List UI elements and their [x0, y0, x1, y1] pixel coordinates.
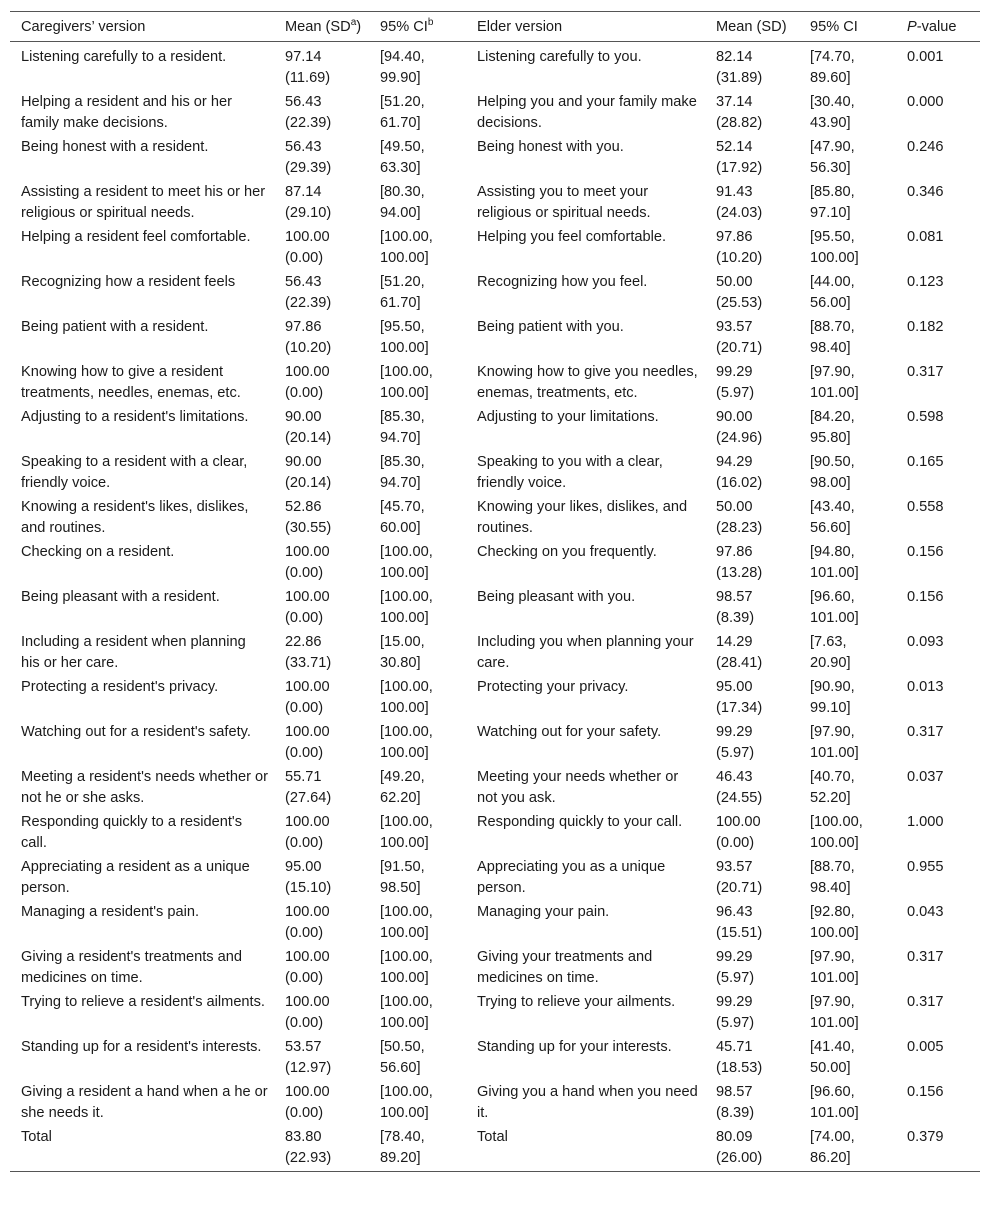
- table-row: [10, 91, 980, 136]
- header-ci-2: 95% CI: [810, 19, 858, 35]
- table-row: [10, 631, 980, 676]
- header-ci: 95% $CI^b$: [380, 17, 434, 35]
- elder-item-cell: Adjusting to your limitations.: [477, 409, 659, 425]
- caregiver-item-cell: Checking on a resident.: [21, 544, 175, 560]
- elder-item-cell: Knowing how to give you needles, enemas, treatments, etc.: [477, 364, 698, 401]
- caregiver-item-cell: Speaking to a resident with a clear, friendly voice.: [21, 454, 248, 491]
- caregiver-mean-sd-cell: 100.00 (0.00): [285, 994, 330, 1031]
- caregiver-item-cell: Giving a resident's treatments and medicines on time.: [21, 949, 242, 986]
- table-row: [10, 136, 980, 181]
- elder-item-cell: Helping you feel comfortable.: [477, 229, 667, 245]
- caregiver-item-cell: Watching out for a resident's safety.: [21, 724, 251, 740]
- caregiver-item-cell: Recognizing how a resident feels: [21, 274, 236, 290]
- p-value-cell: 0.598: [907, 409, 944, 425]
- p-value-cell: 0.317: [907, 994, 944, 1010]
- elder-mean-sd-cell: 98.57 (8.39): [716, 1084, 755, 1121]
- caregiver-ci-cell: [45.70, 60.00]: [380, 499, 425, 536]
- elder-item-cell: Appreciating you as a unique person.: [477, 859, 666, 896]
- p-value-cell: 0.379: [907, 1129, 944, 1145]
- elder-ci-cell: [94.80, 101.00]: [810, 544, 859, 581]
- table-row: [10, 766, 980, 811]
- elder-item-cell: Total: [477, 1129, 508, 1145]
- elder-item-cell: Standing up for your interests.: [477, 1039, 672, 1055]
- caregiver-ci-cell: [100.00, 100.00]: [380, 904, 433, 941]
- p-value-cell: 0.081: [907, 229, 944, 245]
- table-row: [10, 901, 980, 946]
- caregiver-ci-cell: [100.00, 100.00]: [380, 229, 433, 266]
- caregiver-mean-sd-cell: 100.00 (0.00): [285, 589, 330, 626]
- table-row: [10, 1126, 980, 1172]
- caregiver-mean-sd-cell: 90.00 (20.14): [285, 409, 332, 446]
- header-mean-sd: Mean $(SD^a)$: [285, 17, 362, 35]
- table-row: [10, 316, 980, 361]
- table-row: [10, 676, 980, 721]
- elder-ci-cell: [74.70, 89.60]: [810, 49, 855, 86]
- table-row: [10, 811, 980, 856]
- table-row: [10, 721, 980, 766]
- elder-ci-cell: [88.70, 98.40]: [810, 319, 855, 356]
- caregiver-ci-cell: [49.50, 63.30]: [380, 139, 425, 176]
- caregiver-ci-cell: [51.20, 61.70]: [380, 94, 425, 131]
- caregiver-ci-cell: [100.00, 100.00]: [380, 994, 433, 1031]
- elder-mean-sd-cell: 97.86 (10.20): [716, 229, 763, 266]
- table-row: [10, 226, 980, 271]
- caregiver-item-cell: Trying to relieve a resident's ailments.: [21, 994, 265, 1010]
- caregiver-item-cell: Total: [21, 1129, 52, 1145]
- caregiver-mean-sd-cell: 87.14 (29.10): [285, 184, 332, 221]
- table-row: [10, 361, 980, 406]
- p-value-cell: 0.955: [907, 859, 944, 875]
- caregiver-mean-sd-cell: 22.86 (33.71): [285, 634, 332, 671]
- elder-ci-cell: [97.90, 101.00]: [810, 949, 859, 986]
- header-row: [10, 12, 980, 42]
- caregiver-mean-sd-cell: 100.00 (0.00): [285, 724, 330, 761]
- caregiver-mean-sd-cell: 55.71 (27.64): [285, 769, 332, 806]
- header-p-value: P-value: [907, 19, 957, 35]
- elder-ci-cell: [47.90, 56.30]: [810, 139, 855, 176]
- elder-item-cell: Being honest with you.: [477, 139, 624, 155]
- elder-ci-cell: [43.40, 56.60]: [810, 499, 855, 536]
- elder-mean-sd-cell: 100.00 (0.00): [716, 814, 761, 851]
- caregiver-mean-sd-cell: 100.00 (0.00): [285, 814, 330, 851]
- p-value-cell: 0.037: [907, 769, 944, 785]
- table-row: [10, 42, 980, 92]
- elder-mean-sd-cell: 46.43 (24.55): [716, 769, 763, 806]
- elder-mean-sd-cell: 14.29 (28.41): [716, 634, 763, 671]
- caregiver-ci-cell: [50.50, 56.60]: [380, 1039, 425, 1076]
- p-value-cell: 0.123: [907, 274, 944, 290]
- caregiver-ci-cell: [100.00, 100.00]: [380, 679, 433, 716]
- caregiver-mean-sd-cell: 56.43 (22.39): [285, 274, 332, 311]
- elder-mean-sd-cell: 99.29 (5.97): [716, 994, 755, 1031]
- caregiver-ci-cell: [85.30, 94.70]: [380, 409, 425, 446]
- elder-item-cell: Listening carefully to you.: [477, 49, 642, 65]
- caregiver-mean-sd-cell: 53.57 (12.97): [285, 1039, 332, 1076]
- caregiver-mean-sd-cell: 97.86 (10.20): [285, 319, 332, 356]
- table-row: [10, 856, 980, 901]
- caregiver-ci-cell: [91.50, 98.50]: [380, 859, 425, 896]
- p-value-cell: 0.246: [907, 139, 944, 155]
- elder-item-cell: Being pleasant with you.: [477, 589, 636, 605]
- elder-ci-cell: [44.00, 56.00]: [810, 274, 855, 311]
- elder-ci-cell: [97.90, 101.00]: [810, 994, 859, 1031]
- p-value-cell: 0.317: [907, 364, 944, 380]
- p-value-cell: 0.558: [907, 499, 944, 515]
- caregiver-ci-cell: [15.00, 30.80]: [380, 634, 425, 671]
- elder-item-cell: Meeting your needs whether or not you ask.: [477, 769, 679, 806]
- caregiver-item-cell: Responding quickly to a resident's call.: [21, 814, 243, 851]
- elder-mean-sd-cell: 45.71 (18.53): [716, 1039, 763, 1076]
- elder-ci-cell: [92.80, 100.00]: [810, 904, 859, 941]
- caregiver-item-cell: Standing up for a resident's interests.: [21, 1039, 262, 1055]
- table-row: [10, 541, 980, 586]
- caregiver-item-cell: Listening carefully to a resident.: [21, 49, 227, 65]
- caregiver-mean-sd-cell: 100.00 (0.00): [285, 679, 330, 716]
- elder-mean-sd-cell: 95.00 (17.34): [716, 679, 763, 716]
- caregiver-mean-sd-cell: 56.43 (22.39): [285, 94, 332, 131]
- p-value-cell: 1.000: [907, 814, 944, 830]
- p-value-cell: 0.156: [907, 589, 944, 605]
- table-row: [10, 991, 980, 1036]
- elder-mean-sd-cell: 91.43 (24.03): [716, 184, 763, 221]
- caregiver-item-cell: Protecting a resident's privacy.: [21, 679, 219, 695]
- p-value-cell: 0.013: [907, 679, 944, 695]
- elder-mean-sd-cell: 50.00 (25.53): [716, 274, 763, 311]
- caregiver-mean-sd-cell: 100.00 (0.00): [285, 904, 330, 941]
- p-value-cell: 0.043: [907, 904, 944, 920]
- caregiver-item-cell: Including a resident when planning his or her care.: [21, 634, 246, 671]
- table-row: [10, 181, 980, 226]
- caregiver-item-cell: Being honest with a resident.: [21, 139, 209, 155]
- elder-ci-cell: [97.90, 101.00]: [810, 724, 859, 761]
- elder-item-cell: Including you when planning your care.: [477, 634, 694, 671]
- caregiver-ci-cell: [95.50, 100.00]: [380, 319, 429, 356]
- p-value-cell: 0.001: [907, 49, 944, 65]
- elder-item-cell: Speaking to you with a clear, friendly voice.: [477, 454, 663, 491]
- caregiver-ci-cell: [100.00, 100.00]: [380, 724, 433, 761]
- caregiver-ci-cell: [100.00, 100.00]: [380, 949, 433, 986]
- elder-ci-cell: [85.80, 97.10]: [810, 184, 855, 221]
- elder-item-cell: Checking on you frequently.: [477, 544, 657, 560]
- table-header: [10, 12, 980, 42]
- table-row: [10, 451, 980, 496]
- caregiver-item-cell: Helping a resident feel comfortable.: [21, 229, 251, 245]
- table-row: [10, 1081, 980, 1126]
- caregiver-ci-cell: [85.30, 94.70]: [380, 454, 425, 491]
- elder-mean-sd-cell: 99.29 (5.97): [716, 724, 755, 761]
- caregiver-ci-cell: [94.40, 99.90]: [380, 49, 425, 86]
- elder-ci-cell: [95.50, 100.00]: [810, 229, 859, 266]
- caregiver-mean-sd-cell: 90.00 (20.14): [285, 454, 332, 491]
- caregiver-ci-cell: [100.00, 100.00]: [380, 364, 433, 401]
- elder-mean-sd-cell: 52.14 (17.92): [716, 139, 763, 176]
- elder-mean-sd-cell: 94.29 (16.02): [716, 454, 763, 491]
- elder-item-cell: Trying to relieve your ailments.: [477, 994, 676, 1010]
- caregiver-item-cell: Being patient with a resident.: [21, 319, 209, 335]
- caregiver-item-cell: Appreciating a resident as a unique person.: [21, 859, 250, 896]
- elder-mean-sd-cell: 99.29 (5.97): [716, 364, 755, 401]
- caregiver-ci-cell: [80.30, 94.00]: [380, 184, 425, 221]
- caregiver-item-cell: Giving a resident a hand when a he or she needs it.: [21, 1084, 268, 1121]
- caregiver-mean-sd-cell: 95.00 (15.10): [285, 859, 332, 896]
- caregiver-ci-cell: [49.20, 62.20]: [380, 769, 425, 806]
- elder-item-cell: Giving you a hand when you need it.: [477, 1084, 698, 1121]
- table-row: [10, 946, 980, 991]
- table-row: [10, 586, 980, 631]
- elder-item-cell: Knowing your likes, dislikes, and routines.: [477, 499, 688, 536]
- elder-item-cell: Helping you and your family make decisions.: [477, 94, 697, 131]
- elder-item-cell: Giving your treatments and medicines on time.: [477, 949, 653, 986]
- elder-ci-cell: [7.63, 20.90]: [810, 634, 851, 671]
- p-value-cell: 0.093: [907, 634, 944, 650]
- p-value-cell: 0.156: [907, 544, 944, 560]
- p-value-cell: 0.317: [907, 949, 944, 965]
- elder-mean-sd-cell: 98.57 (8.39): [716, 589, 755, 626]
- caregiver-mean-sd-cell: 100.00 (0.00): [285, 544, 330, 581]
- caregiver-mean-sd-cell: 56.43 (29.39): [285, 139, 332, 176]
- p-value-cell: 0.156: [907, 1084, 944, 1100]
- caregiver-ci-cell: [78.40, 89.20]: [380, 1129, 425, 1166]
- elder-mean-sd-cell: 93.57 (20.71): [716, 319, 763, 356]
- elder-ci-cell: [40.70, 52.20]: [810, 769, 855, 806]
- elder-mean-sd-cell: 97.86 (13.28): [716, 544, 763, 581]
- elder-item-cell: Managing your pain.: [477, 904, 610, 920]
- elder-mean-sd-cell: 99.29 (5.97): [716, 949, 755, 986]
- elder-mean-sd-cell: 50.00 (28.23): [716, 499, 763, 536]
- caregiver-mean-sd-cell: 100.00 (0.00): [285, 949, 330, 986]
- table-row: [10, 406, 980, 451]
- p-value-cell: 0.346: [907, 184, 944, 200]
- p-value-cell: 0.000: [907, 94, 944, 110]
- caregiver-mean-sd-cell: 52.86 (30.55): [285, 499, 332, 536]
- caregiver-ci-cell: [100.00, 100.00]: [380, 814, 433, 851]
- elder-ci-cell: [96.60, 101.00]: [810, 1084, 859, 1121]
- elder-ci-cell: [74.00, 86.20]: [810, 1129, 855, 1166]
- caregiver-ci-cell: [100.00, 100.00]: [380, 544, 433, 581]
- elder-ci-cell: [96.60, 101.00]: [810, 589, 859, 626]
- p-value-cell: 0.182: [907, 319, 944, 335]
- elder-ci-cell: [88.70, 98.40]: [810, 859, 855, 896]
- elder-ci-cell: [41.40, 50.00]: [810, 1039, 855, 1076]
- elder-item-cell: Recognizing how you feel.: [477, 274, 648, 290]
- caregiver-mean-sd-cell: 100.00 (0.00): [285, 364, 330, 401]
- caregiver-item-cell: Being pleasant with a resident.: [21, 589, 220, 605]
- caregiver-mean-sd-cell: 100.00 (0.00): [285, 229, 330, 266]
- elder-mean-sd-cell: 80.09 (26.00): [716, 1129, 763, 1166]
- caregiver-item-cell: Knowing a resident's likes, dislikes, and routines.: [21, 499, 249, 536]
- caregiver-mean-sd-cell: 83.80 (22.93): [285, 1129, 332, 1166]
- elder-mean-sd-cell: 82.14 (31.89): [716, 49, 763, 86]
- elder-ci-cell: [100.00, 100.00]: [810, 814, 863, 851]
- header-elder-version: Elder version: [477, 19, 563, 35]
- table-body: [10, 42, 980, 1172]
- header-caregivers-version: Caregivers’ version: [21, 19, 146, 35]
- comparison-table: [10, 11, 980, 1172]
- elder-item-cell: Assisting you to meet your religious or spiritual needs.: [477, 184, 651, 221]
- caregiver-mean-sd-cell: 97.14 (11.69): [285, 49, 331, 86]
- elder-mean-sd-cell: 96.43 (15.51): [716, 904, 763, 941]
- p-value-cell: 0.165: [907, 454, 944, 470]
- caregiver-item-cell: Adjusting to a resident's limitations.: [21, 409, 249, 425]
- elder-item-cell: Protecting your privacy.: [477, 679, 629, 695]
- elder-ci-cell: [90.50, 98.00]: [810, 454, 855, 491]
- caregiver-item-cell: Knowing how to give a resident treatments, needles, enemas, etc.: [21, 364, 241, 401]
- elder-mean-sd-cell: 90.00 (24.96): [716, 409, 763, 446]
- elder-ci-cell: [84.20, 95.80]: [810, 409, 855, 446]
- elder-item-cell: Watching out for your safety.: [477, 724, 662, 740]
- header-mean-sd-2: Mean (SD): [716, 19, 787, 35]
- caregiver-ci-cell: [100.00, 100.00]: [380, 1084, 433, 1121]
- elder-mean-sd-cell: 93.57 (20.71): [716, 859, 763, 896]
- caregiver-item-cell: Helping a resident and his or her family make decisions.: [21, 94, 232, 131]
- caregiver-mean-sd-cell: 100.00 (0.00): [285, 1084, 330, 1121]
- elder-ci-cell: [97.90, 101.00]: [810, 364, 859, 401]
- elder-item-cell: Being patient with you.: [477, 319, 624, 335]
- table-row: [10, 271, 980, 316]
- table-row: [10, 496, 980, 541]
- elder-item-cell: Responding quickly to your call.: [477, 814, 683, 830]
- caregiver-item-cell: Meeting a resident's needs whether or not he or she asks.: [21, 769, 268, 806]
- p-value-cell: 0.317: [907, 724, 944, 740]
- caregiver-ci-cell: [51.20, 61.70]: [380, 274, 425, 311]
- caregiver-item-cell: Assisting a resident to meet his or her religious or spiritual needs.: [21, 184, 266, 221]
- elder-ci-cell: [30.40, 43.90]: [810, 94, 855, 131]
- caregiver-item-cell: Managing a resident's pain.: [21, 904, 200, 920]
- table-row: [10, 1036, 980, 1081]
- elder-mean-sd-cell: 37.14 (28.82): [716, 94, 763, 131]
- p-value-cell: 0.005: [907, 1039, 944, 1055]
- elder-ci-cell: [90.90, 99.10]: [810, 679, 855, 716]
- caregiver-ci-cell: [100.00, 100.00]: [380, 589, 433, 626]
